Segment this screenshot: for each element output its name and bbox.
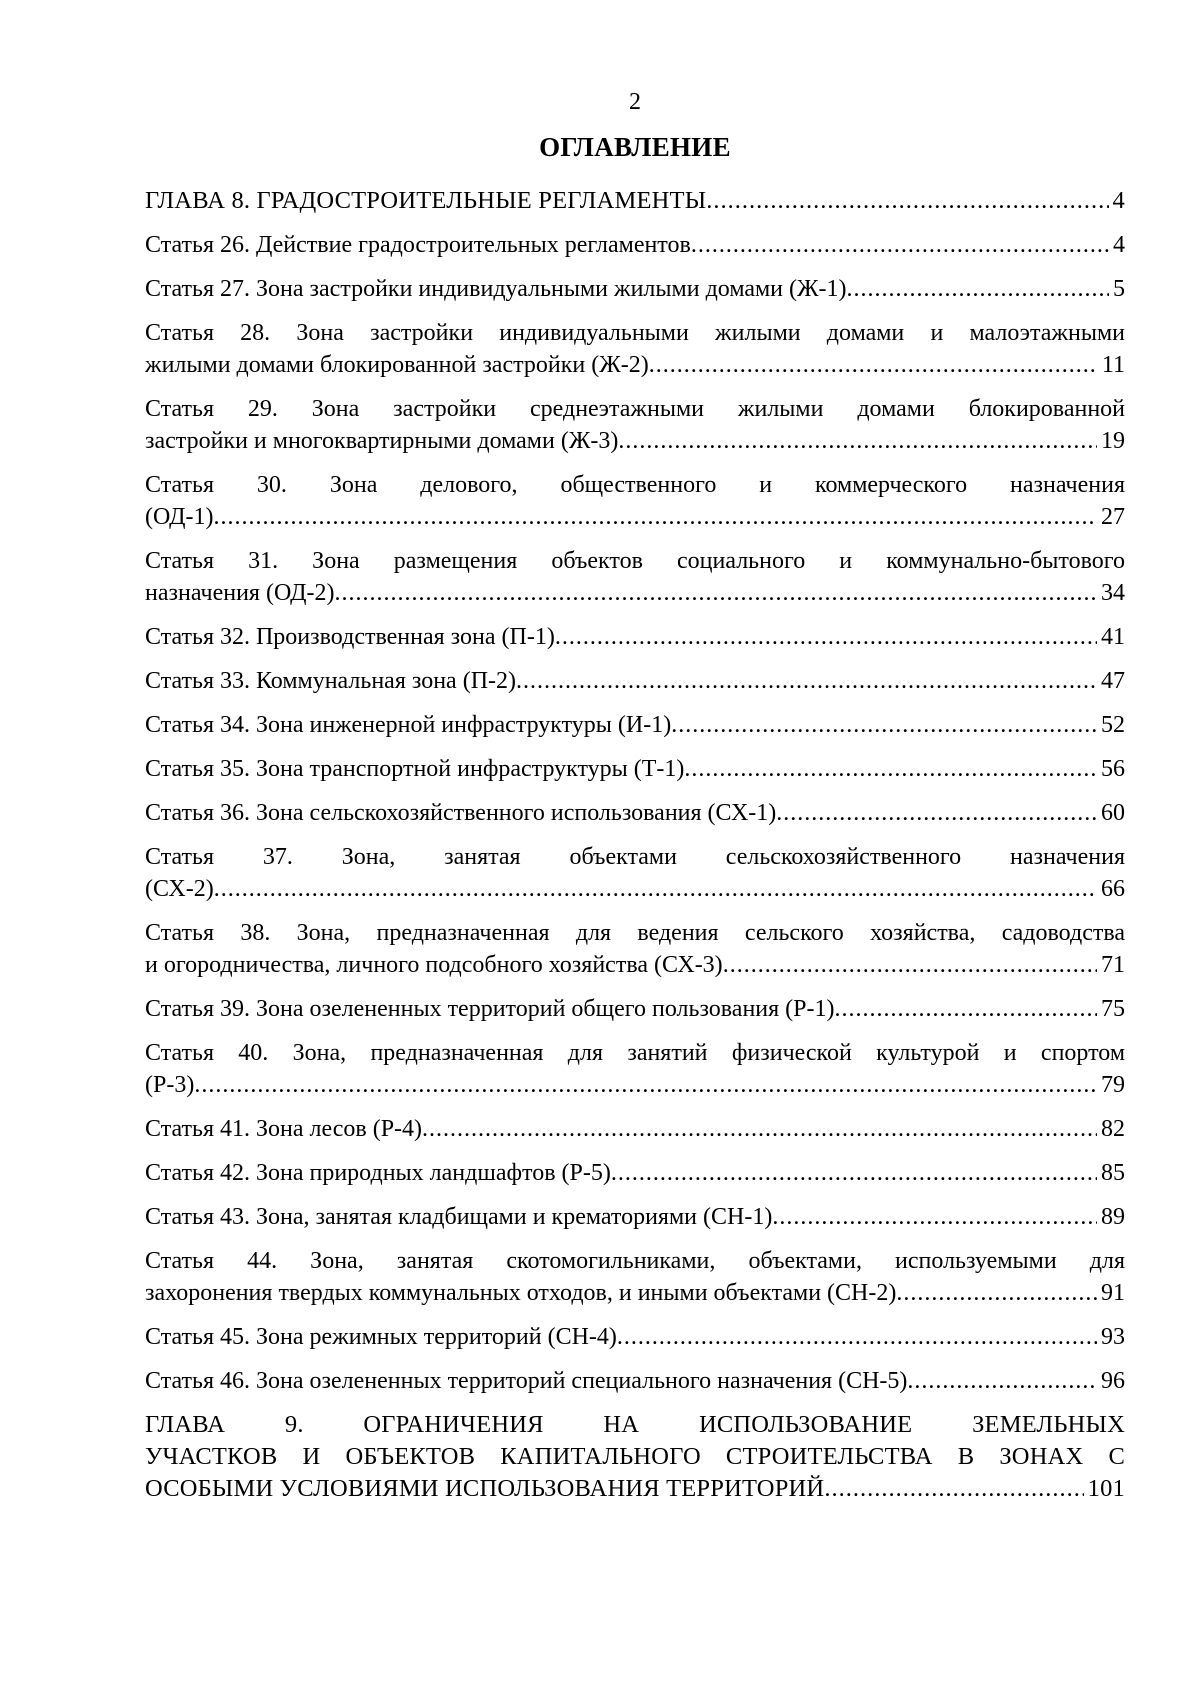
toc-entry-text-line: Статья 40. Зона, предназначенная для занятий физической культурой и спортом [145,1040,1125,1066]
toc-page-number: 66 [1101,876,1125,902]
toc-entry-text-line: УЧАСТКОВ И ОБЪЕКТОВ КАПИТАЛЬНОГО СТРОИТЕЛЬСТВА В ЗОНАХ С [145,1443,1125,1470]
toc-article-entry[interactable] [145,917,1125,981]
dotted-leader [691,229,1109,261]
dotted-leader [611,1157,1097,1189]
toc-page-number: 96 [1101,1368,1125,1394]
toc-page-number: 85 [1101,1160,1125,1186]
dotted-leader [772,1201,1097,1233]
toc-page-number: 34 [1101,580,1125,606]
toc-page-number: 71 [1101,952,1125,978]
dotted-leader [516,665,1097,697]
toc-page-number: 60 [1101,800,1125,826]
toc-article-entry[interactable] [145,229,1125,261]
toc-article-entry[interactable] [145,1201,1125,1233]
toc-article-entry[interactable] [145,621,1125,653]
toc-entry-text-line: Статья 41. Зона лесов (Р-4) [145,1116,423,1142]
toc-page-number: 4 [1113,232,1125,258]
dotted-leader [776,797,1097,829]
toc-entry-text-line: Статья 45. Зона режимных территорий (СН-4) [145,1324,617,1350]
toc-entry-text-line: и огородничества, личного подсобного хозяйства (СХ-3) [145,952,723,978]
toc-page-number: 11 [1101,352,1125,378]
toc-entry-text-line: Статья 27. Зона застройки индивидуальными жилыми домами (Ж-1) [145,276,847,302]
dotted-leader [213,501,1097,533]
dotted-leader [835,993,1097,1025]
dotted-leader [214,873,1097,905]
toc-article-entry[interactable] [145,1245,1125,1309]
toc-chapter-entry[interactable] [145,185,1125,217]
toc-article-entry[interactable] [145,1113,1125,1145]
toc-article-entry[interactable] [145,797,1125,829]
toc-article-entry[interactable] [145,993,1125,1025]
toc-page-number: 89 [1101,1204,1125,1230]
toc-entry-text-line: Статья 26. Действие градостроительных регламентов [145,232,691,258]
toc-page-number: 82 [1101,1116,1125,1142]
dotted-leader [706,185,1108,217]
toc-entry-text-line: ОСОБЫМИ УСЛОВИЯМИ ИСПОЛЬЗОВАНИЯ ТЕРРИТОРИЙ [145,1475,825,1502]
toc-page-number: 47 [1101,668,1125,694]
toc-entry-text-line: Статья 28. Зона застройки индивидуальными жилыми домами и малоэтажными [145,320,1125,346]
toc-article-entry[interactable] [145,1365,1125,1397]
page-number: 2 [629,89,641,115]
toc-entry-text-line: (СХ-2) [145,876,214,902]
toc-title: ОГЛАВЛЕНИЕ [539,132,731,162]
toc-page-number: 19 [1101,428,1125,454]
toc-entry-text-line: Статья 34. Зона инженерной инфраструктуры (И-1) [145,712,672,738]
dotted-leader [422,1113,1097,1145]
toc-entry-text-line: Статья 36. Зона сельскохозяйственного использования (СХ-1) [145,800,777,826]
toc-article-entry[interactable] [145,1037,1125,1101]
dotted-leader [723,949,1097,981]
toc-entry-text-line: Статья 46. Зона озелененных территорий специального назначения (СН-5) [145,1368,908,1394]
toc-entry-text-line: Статья 39. Зона озелененных территорий общего пользования (Р-1) [145,996,835,1022]
dotted-leader [649,349,1098,381]
toc-page-number: 4 [1112,187,1125,214]
toc-entry-text-line: Статья 43. Зона, занятая кладбищами и крематориями (СН-1) [145,1204,773,1230]
toc-article-entry[interactable] [145,273,1125,305]
toc-article-entry[interactable] [145,545,1125,609]
toc-entry-text-line: Статья 32. Производственная зона (П-1) [145,624,555,650]
dotted-leader [847,273,1109,305]
dotted-leader [617,1321,1097,1353]
toc-entry-text-line: (Р-3) [145,1072,195,1098]
toc-page-number: 52 [1101,712,1125,738]
toc-entry-text-line: (ОД-1) [145,504,214,530]
toc-page-number: 93 [1101,1324,1125,1350]
toc-article-entry[interactable] [145,317,1125,381]
toc-entry-text-line: Статья 31. Зона размещения объектов социального и коммунально-бытового [145,548,1125,574]
toc-entry-text-line: захоронения твердых коммунальных отходов, и иными объектами (СН-2) [145,1280,897,1306]
dotted-leader [896,1277,1097,1309]
toc-entry-text-line: ГЛАВА 8. ГРАДОСТРОИТЕЛЬНЫЕ РЕГЛАМЕНТЫ [145,187,707,214]
toc-article-entry[interactable] [145,709,1125,741]
toc-entry-text-line: застройки и многоквартирными домами (Ж-3) [145,428,619,454]
dotted-leader [907,1365,1097,1397]
toc-article-entry[interactable] [145,665,1125,697]
toc-entry-text-line: Статья 35. Зона транспортной инфраструктуры (Т-1) [145,756,685,782]
toc-page-number: 5 [1113,276,1125,302]
dotted-leader [618,425,1097,457]
toc-article-entry[interactable] [145,1157,1125,1189]
dotted-leader [334,577,1097,609]
toc-entry-text-line: Статья 30. Зона делового, общественного и коммерческого назначения [145,472,1125,498]
toc-page-number: 79 [1101,1072,1125,1098]
toc-entry-text-line: Статья 33. Коммунальная зона (П-2) [145,668,517,694]
toc-article-entry[interactable] [145,841,1125,905]
toc-entry-text-line: назначения (ОД-2) [145,580,335,606]
toc-page-number: 75 [1101,996,1125,1022]
toc-entry-text-line: Статья 42. Зона природных ландшафтов (Р-5) [145,1160,611,1186]
dotted-leader [671,709,1097,741]
toc-page-number: 56 [1101,756,1125,782]
toc-page-number: 27 [1101,504,1125,530]
dotted-leader [555,621,1097,653]
toc-entry-text-line: Статья 37. Зона, занятая объектами сельскохозяйственного назначения [145,844,1125,870]
toc-page-number: 91 [1101,1280,1125,1306]
toc-entry-text-line: Статья 29. Зона застройки среднеэтажными жилыми домами блокированной [145,396,1125,422]
toc-entry-text-line: ГЛАВА 9. ОГРАНИЧЕНИЯ НА ИСПОЛЬЗОВАНИЕ ЗЕМЕЛЬНЫХ [145,1411,1125,1438]
dotted-leader [824,1473,1083,1505]
toc-entry-text-line: жилыми домами блокированной застройки (Ж-2) [145,352,649,378]
toc-page-number: 41 [1101,624,1125,650]
toc-chapter-entry[interactable] [145,1409,1125,1505]
toc-article-entry[interactable] [145,469,1125,533]
table-of-contents [145,185,1125,1517]
toc-article-entry[interactable] [145,393,1125,457]
toc-entry-text-line: Статья 38. Зона, предназначенная для ведения сельского хозяйства, садоводства [145,920,1125,946]
dotted-leader [684,753,1097,785]
toc-entry-text-line: Статья 44. Зона, занятая скотомогильниками, объектами, используемыми для [145,1248,1125,1274]
toc-article-entry[interactable] [145,753,1125,785]
toc-page-number: 101 [1087,1475,1125,1502]
dotted-leader [194,1069,1097,1101]
toc-article-entry[interactable] [145,1321,1125,1353]
